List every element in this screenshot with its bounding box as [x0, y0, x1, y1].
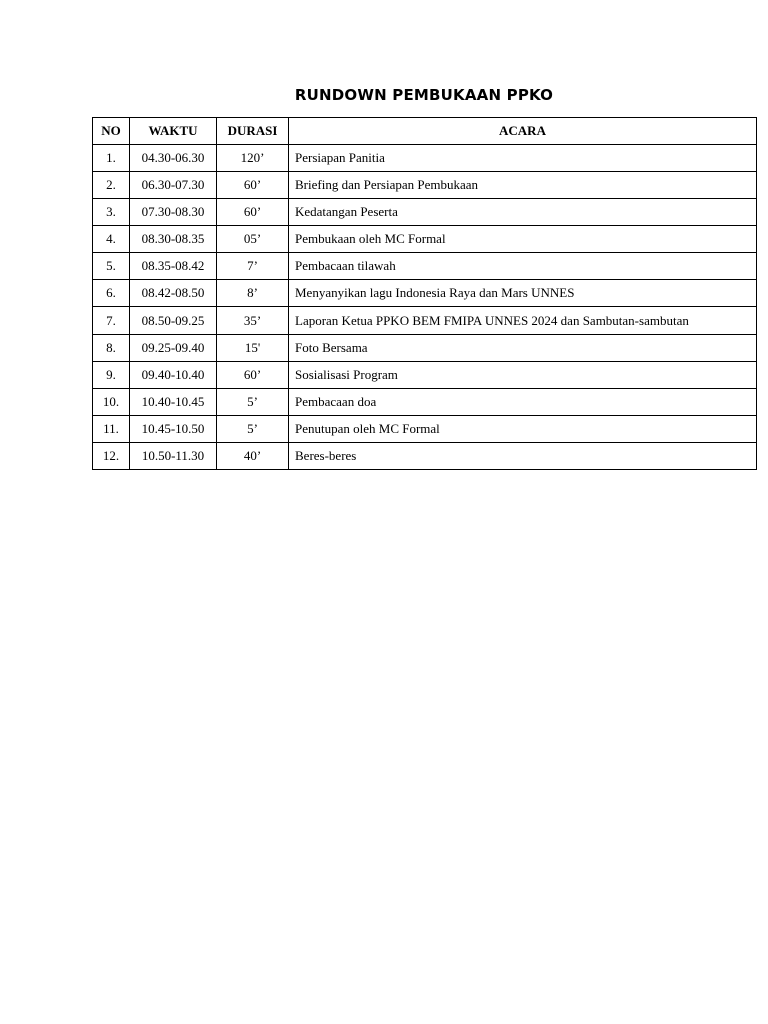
cell-durasi: 7’ — [217, 253, 289, 280]
cell-waktu: 07.30-08.30 — [130, 199, 217, 226]
cell-durasi: 05’ — [217, 226, 289, 253]
table-row — [93, 443, 757, 470]
cell-durasi: 60’ — [217, 199, 289, 226]
cell-durasi: 8’ — [217, 280, 289, 307]
table-row — [93, 362, 757, 389]
header-row — [93, 118, 757, 145]
cell-no: 6. — [93, 280, 130, 307]
cell-durasi: 35’ — [217, 307, 289, 335]
table-row — [93, 307, 757, 335]
table-row — [93, 280, 757, 307]
table-body — [93, 145, 757, 470]
cell-acara: Persiapan Panitia — [289, 145, 757, 172]
cell-acara: Penutupan oleh MC Formal — [289, 416, 757, 443]
header-waktu: WAKTU — [130, 118, 217, 145]
table-row — [93, 416, 757, 443]
cell-durasi: 120’ — [217, 145, 289, 172]
table-row — [93, 199, 757, 226]
table-row — [93, 145, 757, 172]
cell-no: 1. — [93, 145, 130, 172]
cell-no: 3. — [93, 199, 130, 226]
cell-waktu: 09.25-09.40 — [130, 335, 217, 362]
cell-durasi: 15' — [217, 335, 289, 362]
cell-no: 9. — [93, 362, 130, 389]
cell-no: 12. — [93, 443, 130, 470]
cell-acara: Kedatangan Peserta — [289, 199, 757, 226]
cell-acara: Pembacaan doa — [289, 389, 757, 416]
cell-acara: Foto Bersama — [289, 335, 757, 362]
cell-durasi: 5’ — [217, 389, 289, 416]
cell-waktu: 10.40-10.45 — [130, 389, 217, 416]
cell-no: 2. — [93, 172, 130, 199]
table-header — [93, 118, 757, 145]
header-no: NO — [93, 118, 130, 145]
table-row — [93, 389, 757, 416]
table-row — [93, 172, 757, 199]
cell-acara: Beres-beres — [289, 443, 757, 470]
cell-waktu: 06.30-07.30 — [130, 172, 217, 199]
cell-waktu: 08.50-09.25 — [130, 307, 217, 335]
cell-waktu: 08.30-08.35 — [130, 226, 217, 253]
table-row — [93, 226, 757, 253]
cell-acara: Pembukaan oleh MC Formal — [289, 226, 757, 253]
cell-acara: Briefing dan Persiapan Pembukaan — [289, 172, 757, 199]
cell-durasi: 60’ — [217, 362, 289, 389]
header-durasi: DURASI — [217, 118, 289, 145]
table-row — [93, 335, 757, 362]
cell-acara: Sosialisasi Program — [289, 362, 757, 389]
cell-waktu: 08.35-08.42 — [130, 253, 217, 280]
header-acara: ACARA — [289, 118, 757, 145]
cell-waktu: 08.42-08.50 — [130, 280, 217, 307]
cell-waktu: 10.50-11.30 — [130, 443, 217, 470]
cell-no: 7. — [93, 307, 130, 335]
cell-durasi: 40’ — [217, 443, 289, 470]
cell-waktu: 04.30-06.30 — [130, 145, 217, 172]
cell-no: 4. — [93, 226, 130, 253]
cell-waktu: 09.40-10.40 — [130, 362, 217, 389]
page-title: RUNDOWN PEMBUKAAN PPKO — [294, 86, 554, 104]
table-row — [93, 253, 757, 280]
cell-no: 11. — [93, 416, 130, 443]
cell-acara: Laporan Ketua PPKO BEM FMIPA UNNES 2024 dan Sambutan-sambutan — [289, 307, 757, 335]
cell-no: 5. — [93, 253, 130, 280]
cell-acara: Menyanyikan lagu Indonesia Raya dan Mars UNNES — [289, 280, 757, 307]
cell-acara: Pembacaan tilawah — [289, 253, 757, 280]
cell-no: 10. — [93, 389, 130, 416]
rundown-table — [92, 117, 757, 470]
cell-waktu: 10.45-10.50 — [130, 416, 217, 443]
cell-durasi: 60’ — [217, 172, 289, 199]
cell-no: 8. — [93, 335, 130, 362]
cell-durasi: 5’ — [217, 416, 289, 443]
